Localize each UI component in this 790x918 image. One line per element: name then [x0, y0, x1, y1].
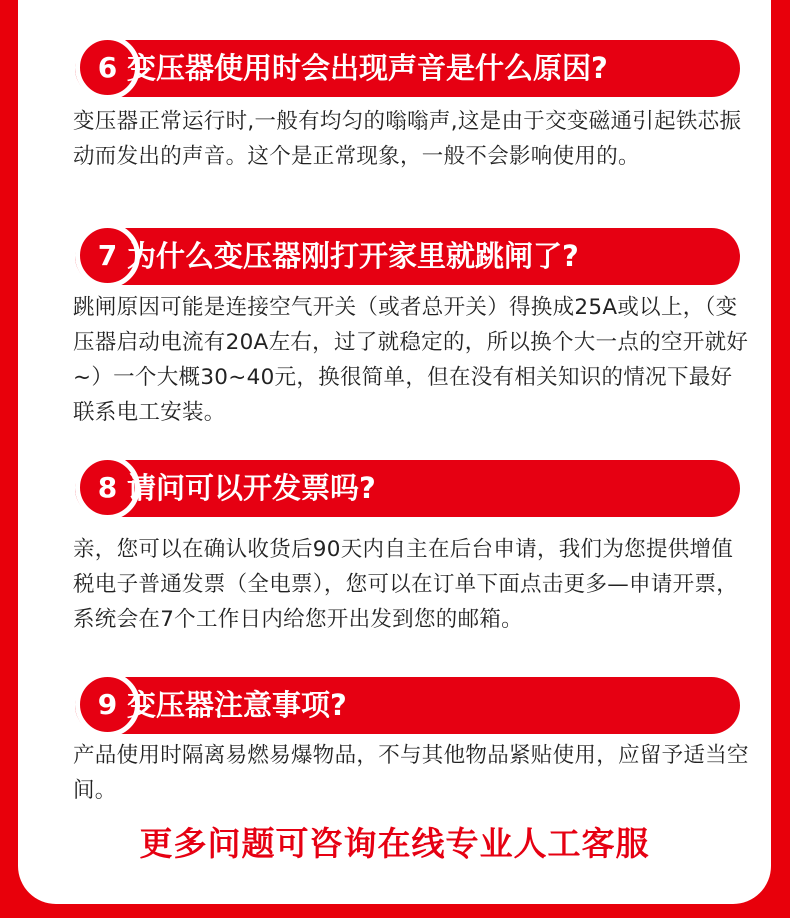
question-number-badge: 6 [75, 35, 140, 100]
answer-text: 亲，您可以在确认收货后90天内自主在后台申请，我们为您提供增值税电子普通发票（全电票），您可以在订单下面点击更多—申请开票，系统会在7个工作日内给您开出发到您的邮箱。 [73, 537, 739, 632]
question-number-badge: 8 [75, 455, 140, 520]
footer-contact-text: 更多问题可咨询在线专业人工客服 [139, 824, 650, 863]
question-number-badge: 9 [75, 672, 140, 737]
question-number-badge: 7 [75, 223, 140, 288]
question-header [75, 40, 740, 97]
question-title: 变压器注意事项? [127, 688, 347, 722]
question-title: 为什么变压器刚打开家里就跳闸了? [127, 239, 579, 273]
faq-card [18, 0, 771, 904]
question-title: 请问可以开发票吗? [127, 471, 376, 505]
answer-text: 跳闸原因可能是连接空气开关（或者总开关）得换成25A或以上，（变压器启动电流有20A左右，过了就稳定的，所以换个大一点的空开就好~）一个大概30~40元，换很简单，但在没有相关知识的情况下最好联系电工安装。 [73, 295, 749, 425]
answer-text: 产品使用时隔离易燃易爆物品，不与其他物品紧贴使用，应留予适当空间。 [73, 743, 749, 803]
question-title: 变压器使用时会出现声音是什么原因? [127, 51, 608, 85]
question-header [75, 460, 740, 517]
question-header [75, 228, 740, 285]
question-header [75, 677, 740, 734]
answer-text: 变压器正常运行时,一般有均匀的嗡嗡声,这是由于交变磁通引起铁芯振动而发出的声音。这个是正常现象，一般不会影响使用的。 [73, 109, 742, 169]
